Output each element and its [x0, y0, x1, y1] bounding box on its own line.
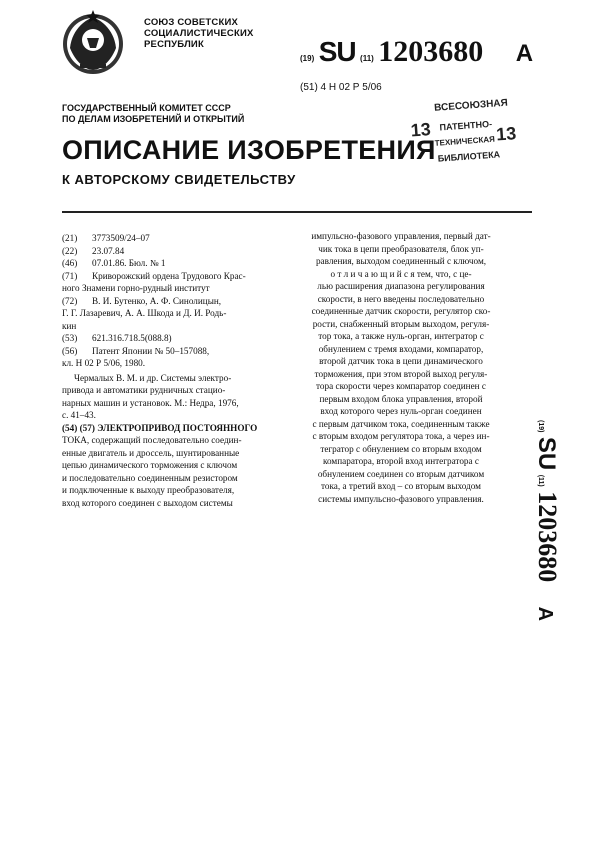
claim-line: скорости, в него введены последовательно: [317, 293, 485, 304]
patent-number: 1203680: [378, 35, 484, 68]
biblio-row: [62, 232, 274, 245]
biblio-text: Патент Японии № 50–157088,: [92, 345, 210, 356]
right-column: [286, 230, 516, 505]
biblio-code: (56): [62, 345, 78, 356]
claim-line: цепью динамического торможения с ключом: [62, 460, 238, 470]
claim-line: компаратора, второй вход интегратора с: [323, 456, 479, 466]
document-kind: A: [515, 40, 534, 67]
issuer-line: РЕСПУБЛИК: [144, 39, 204, 50]
stamp-line: ПАТЕНТНО-: [439, 118, 493, 133]
biblio-code: (21): [62, 233, 78, 243]
biblio-code: (72): [62, 295, 78, 306]
reference-citation: [62, 372, 274, 422]
biblio-text: ного Знамени горно-рудный институт: [62, 283, 210, 293]
claim-line: ТОКА, содержащий последовательно соедин-: [62, 435, 242, 445]
patent-number: 1203680: [533, 491, 562, 583]
biblio-code: (46): [62, 258, 78, 268]
claim-line: енные двигатель и дроссель, шунтированные: [62, 447, 240, 458]
bibliographic-data: [62, 232, 274, 370]
stamp-line: ВСЕСОЮЗНАЯ: [433, 97, 509, 114]
reference-line: нарных машин и установок. М.: Недра, 1976,: [62, 397, 239, 408]
claim-line: первым входом блока управления, второй: [319, 393, 483, 404]
claim-line: и последовательно соединенным резистором: [62, 472, 238, 483]
code-tag-19: (19): [300, 54, 315, 63]
stamp-line: БИБЛИОТЕКА: [437, 149, 501, 164]
biblio-text: В. И. Бутенко, А. Ф. Синолицын,: [92, 295, 222, 306]
claim-line: равления, выходом соединенный с ключом,: [315, 256, 487, 266]
biblio-row: [62, 332, 274, 345]
code-tag-11: (11): [537, 474, 544, 487]
biblio-row: [62, 295, 274, 308]
biblio-code: (71): [62, 270, 78, 281]
stamp-number: 13: [495, 123, 517, 145]
patent-code: [300, 35, 533, 69]
reference-line: привода и автоматики рудничных стацио-: [62, 385, 226, 395]
country-code: SU: [318, 36, 356, 67]
claim-line: с вторым входом регулятора тока, а через ин-: [312, 431, 490, 441]
claim-line: вход которого через нуль-орган соединен: [320, 406, 482, 416]
biblio-row: [62, 357, 274, 370]
claim-line: вход которого соединен с выходом системы: [62, 497, 233, 508]
claim-line: о т л и ч а ю щ и й с я тем, что, с це-: [330, 268, 472, 279]
claim-line: тор тока, а также нуль-орган, интегратор с: [318, 331, 484, 341]
biblio-text: кл. Н 02 Р 5/06, 1980.: [62, 358, 146, 368]
biblio-row: [62, 245, 274, 258]
country-code: SU: [533, 436, 560, 471]
claim-line: системы импульсно-фазового управления.: [318, 493, 484, 504]
committee-line: ПО ДЕЛАМ ИЗОБРЕТЕНИЙ И ОТКРЫТИЙ: [62, 114, 245, 124]
biblio-text: Криворожский ордена Трудового Крас-: [92, 270, 246, 281]
committee-name: [62, 103, 244, 125]
biblio-text: кин: [62, 320, 77, 331]
biblio-text: 3773509/24–07: [92, 233, 150, 243]
claim-line: лью расширения диапазона регулирования: [317, 281, 485, 291]
issuer-line: СОЦИАЛИСТИЧЕСКИХ: [144, 28, 254, 39]
claim-line: импульсно-фазового управления, первый дат-: [311, 231, 491, 241]
code-tag-19: (19): [537, 420, 544, 433]
claim-line: торможения, при этом второй выход регуля-: [314, 368, 488, 379]
stamp-number: 13: [410, 119, 432, 141]
committee-line: ГОСУДАРСТВЕННЫЙ КОМИТЕТ СССР: [62, 103, 231, 113]
biblio-text: 23.07.84: [92, 245, 125, 256]
left-column: [62, 232, 274, 509]
stamp-line: ТЕХНИЧЕСКАЯ: [434, 134, 496, 148]
biblio-row: [62, 282, 274, 295]
claim-line: второй датчик тока в цепи динамического: [319, 356, 483, 366]
document-title: ОПИСАНИЕ ИЗОБРЕТЕНИЯ: [62, 135, 436, 165]
divider: [62, 211, 532, 213]
claim-line: тока, а третий вход – со вторым выходом: [320, 481, 481, 491]
claim-title: (54) (57) ЭЛЕКТРОПРИВОД ПОСТОЯННОГО: [62, 422, 258, 433]
biblio-row: [62, 320, 274, 333]
spine-code: [522, 420, 562, 660]
state-emblem-icon: [58, 8, 128, 78]
code-tag-11: (11): [360, 54, 374, 63]
biblio-row: [62, 257, 274, 270]
issuer-line: СОЮЗ СОВЕТСКИХ: [144, 17, 239, 28]
ipc-classification: (51) 4 Н 02 Р 5/06: [300, 82, 382, 93]
reference-line: Чермалых В. М. и др. Системы электро-: [74, 372, 232, 383]
claim-line: обнулением соединен со вторым датчиком: [317, 468, 485, 479]
biblio-row: [62, 270, 274, 283]
claim-line: тегратор с обнулением со вторым входом: [320, 443, 482, 454]
biblio-code: (53): [62, 333, 78, 343]
reference-line: с. 41–43.: [62, 410, 96, 420]
claim-text-left: [62, 422, 274, 510]
biblio-text: 07.01.86. Бюл. № 1: [92, 258, 166, 268]
biblio-code: (22): [62, 245, 78, 256]
claim-line: соединенные датчик скорости, регулятор ско-: [311, 306, 491, 316]
biblio-row: [62, 307, 274, 320]
spine-code-text: [522, 420, 562, 660]
document-subtitle: К АВТОРСКОМУ СВИДЕТЕЛЬСТВУ: [62, 172, 296, 187]
document-kind: A: [534, 606, 556, 622]
claim-line: и подключенные к выходу преобразователя,: [62, 485, 235, 495]
issuer-name: [144, 17, 254, 50]
claim-line: с первым датчиком тока, соединенным также: [312, 418, 490, 429]
claim-line: чик тока в цепи преобразователя, блок уп-: [318, 243, 484, 254]
biblio-text: 621.316.718.5(088.8): [92, 333, 172, 343]
biblio-row: [62, 345, 274, 358]
claim-line: обнулением с тремя входами, компаратор,: [318, 343, 484, 354]
claim-line: рости, снабженный вторым выходом, регуля-: [312, 318, 490, 329]
biblio-text: Г. Г. Лазаревич, А. А. Шкода и Д. И. Родь-: [62, 308, 227, 318]
claim-line: тора скорости через компаратор соединен с: [316, 381, 486, 391]
